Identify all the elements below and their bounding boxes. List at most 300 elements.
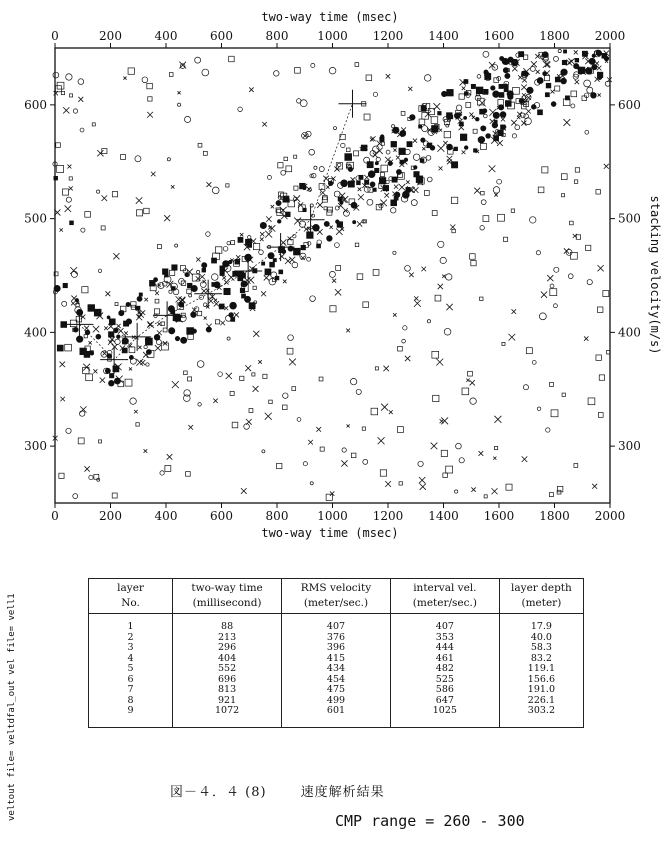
semblance-point	[603, 291, 609, 297]
semblance-point	[163, 341, 167, 345]
semblance-point	[332, 279, 336, 283]
semblance-point	[561, 174, 567, 180]
semblance-point	[443, 141, 447, 145]
semblance-point	[438, 284, 443, 289]
semblance-point	[346, 329, 350, 333]
semblance-point	[233, 271, 238, 276]
semblance-point	[373, 188, 376, 191]
semblance-point	[389, 410, 393, 414]
semblance-point	[335, 289, 341, 295]
semblance-point	[220, 321, 225, 326]
semblance-point	[224, 288, 230, 294]
semblance-point	[271, 205, 274, 208]
semblance-point	[568, 274, 573, 279]
x-tick-label-top: 1800	[539, 29, 570, 43]
semblance-point	[53, 72, 59, 78]
semblance-point	[319, 377, 323, 381]
x-tick-label-top: 0	[51, 29, 59, 43]
semblance-point	[437, 145, 444, 152]
semblance-point	[547, 275, 553, 281]
semblance-point	[575, 80, 579, 84]
semblance-point	[187, 289, 191, 293]
semblance-point	[303, 462, 307, 466]
semblance-point	[96, 334, 101, 339]
semblance-point	[543, 72, 547, 76]
table-header-row	[89, 579, 584, 614]
semblance-point	[433, 395, 439, 401]
semblance-point	[154, 309, 159, 314]
semblance-point	[550, 289, 557, 296]
semblance-point	[541, 292, 547, 298]
y-tick-label-left: 300	[24, 439, 47, 454]
semblance-point	[157, 322, 161, 326]
semblance-point	[411, 200, 417, 206]
semblance-point	[323, 176, 329, 182]
y-tick-label-right: 300	[618, 439, 641, 454]
semblance-point	[584, 336, 588, 340]
semblance-point	[253, 386, 259, 392]
semblance-point	[212, 258, 217, 263]
semblance-point	[393, 149, 396, 152]
x-tick-label-top: 800	[265, 29, 289, 43]
semblance-point	[232, 422, 238, 428]
semblance-point	[375, 367, 378, 370]
semblance-point	[99, 440, 102, 443]
semblance-point	[398, 346, 403, 351]
semblance-point	[167, 158, 170, 161]
semblance-point	[549, 493, 553, 497]
semblance-point	[198, 143, 202, 147]
semblance-point	[202, 69, 209, 76]
semblance-point	[86, 374, 93, 381]
semblance-point	[261, 291, 266, 296]
semblance-point	[307, 242, 311, 246]
semblance-point	[163, 328, 167, 332]
semblance-point	[355, 63, 359, 67]
semblance-point	[494, 120, 497, 123]
semblance-point	[303, 208, 306, 211]
semblance-point	[370, 151, 376, 157]
semblance-point	[380, 135, 384, 139]
semblance-point	[515, 125, 520, 130]
semblance-point	[526, 348, 532, 354]
semblance-point	[373, 92, 377, 96]
semblance-point	[432, 351, 439, 358]
semblance-point	[366, 75, 372, 81]
figure-title: 速度解析結果	[300, 785, 385, 800]
semblance-point	[169, 73, 173, 77]
semblance-point	[539, 313, 546, 320]
semblance-point	[438, 241, 444, 247]
semblance-point	[63, 283, 67, 287]
header-two-way-time: two-way time (millisecond)	[173, 579, 282, 614]
semblance-point	[289, 359, 296, 366]
semblance-point	[431, 443, 438, 450]
semblance-point	[140, 360, 145, 365]
semblance-point	[454, 147, 458, 151]
semblance-point	[376, 148, 383, 155]
semblance-point	[337, 163, 341, 167]
semblance-point	[241, 488, 247, 494]
semblance-point	[148, 97, 152, 101]
semblance-point	[319, 166, 324, 171]
semblance-point	[464, 146, 468, 150]
semblance-point	[494, 446, 497, 449]
semblance-point	[301, 245, 306, 250]
semblance-point	[294, 248, 301, 255]
x-axis-top-label: two-way time (msec)	[261, 10, 399, 24]
semblance-point	[469, 112, 473, 116]
semblance-point	[259, 250, 264, 255]
semblance-point	[406, 180, 409, 183]
semblance-point	[427, 177, 432, 182]
semblance-point	[531, 105, 536, 110]
semblance-point	[393, 313, 397, 317]
semblance-point	[214, 299, 217, 302]
cell-interval-vel: 407	[390, 614, 499, 633]
semblance-point	[115, 339, 120, 344]
semblance-point	[538, 110, 543, 115]
x-tick-label-bottom: 1200	[372, 509, 404, 523]
semblance-point	[167, 454, 173, 460]
cell-layer-depth: 226.1	[499, 696, 583, 707]
picked-velocity-cross	[338, 90, 366, 118]
semblance-point	[550, 284, 554, 288]
semblance-point	[391, 141, 397, 147]
semblance-point	[414, 300, 421, 307]
semblance-point	[196, 257, 200, 261]
semblance-point	[447, 156, 453, 162]
semblance-point	[185, 273, 189, 277]
semblance-point	[320, 447, 324, 451]
semblance-point	[350, 378, 356, 384]
semblance-point	[468, 371, 473, 376]
semblance-point	[403, 326, 407, 330]
header-layer-depth: layer depth (meter)	[499, 579, 583, 614]
semblance-point	[503, 237, 507, 241]
semblance-point	[451, 197, 457, 203]
semblance-point	[494, 193, 497, 196]
semblance-point	[336, 228, 342, 234]
semblance-point	[375, 162, 378, 165]
semblance-point	[493, 457, 496, 460]
semblance-point	[208, 298, 213, 303]
semblance-point	[183, 395, 190, 402]
semblance-point	[446, 113, 452, 119]
semblance-point	[408, 87, 412, 91]
semblance-point	[92, 123, 95, 126]
semblance-point	[80, 348, 87, 355]
cell-two-way-time: 813	[173, 685, 282, 696]
cell-two-way-time: 1072	[173, 706, 282, 727]
semblance-point	[115, 303, 118, 306]
semblance-point	[356, 389, 361, 394]
semblance-point	[241, 281, 247, 287]
semblance-point	[364, 114, 370, 120]
semblance-point	[447, 89, 454, 96]
semblance-point	[295, 68, 301, 74]
semblance-point	[511, 209, 514, 212]
semblance-point	[316, 427, 321, 432]
x-tick-label-bottom: 600	[210, 509, 233, 523]
semblance-point	[357, 274, 363, 280]
semblance-point	[269, 400, 273, 404]
semblance-point	[367, 199, 373, 205]
semblance-point	[462, 150, 466, 154]
semblance-point	[543, 61, 550, 68]
semblance-point	[542, 52, 548, 58]
semblance-point	[219, 304, 224, 309]
cell-rms-velocity: 434	[282, 664, 391, 675]
semblance-point	[226, 373, 232, 379]
y-tick-label-right: 400	[618, 325, 641, 340]
semblance-point	[172, 265, 177, 270]
semblance-point	[109, 373, 113, 377]
semblance-point	[370, 182, 375, 187]
semblance-point	[142, 77, 148, 83]
semblance-point	[558, 49, 561, 52]
semblance-point	[553, 56, 558, 61]
semblance-point	[161, 322, 164, 325]
semblance-point	[483, 216, 489, 222]
semblance-point	[471, 260, 476, 265]
semblance-point	[324, 207, 327, 210]
semblance-point	[598, 413, 603, 418]
semblance-point	[112, 192, 117, 197]
semblance-point	[116, 324, 120, 328]
semblance-point	[188, 377, 192, 381]
semblance-point	[294, 218, 301, 225]
semblance-point	[206, 182, 211, 187]
semblance-point	[181, 337, 187, 343]
semblance-point	[341, 143, 345, 147]
semblance-point	[562, 60, 566, 64]
semblance-point	[462, 86, 466, 90]
semblance-point	[130, 398, 136, 404]
semblance-point	[317, 244, 321, 248]
semblance-point	[175, 336, 179, 340]
semblance-point	[71, 271, 77, 277]
cell-layer-depth: 58.3	[499, 643, 583, 654]
semblance-point	[62, 189, 68, 195]
semblance-point	[414, 172, 419, 177]
semblance-point	[230, 302, 237, 309]
cell-layer-depth: 303.2	[499, 706, 583, 727]
semblance-point	[136, 314, 142, 320]
semblance-point	[450, 225, 455, 230]
semblance-point	[524, 114, 529, 119]
semblance-point	[112, 344, 118, 350]
semblance-point	[518, 75, 522, 79]
semblance-point	[164, 273, 168, 277]
semblance-point	[473, 129, 477, 133]
x-axis-bottom-label: two-way time (msec)	[261, 526, 399, 540]
semblance-point	[265, 269, 271, 275]
semblance-point	[357, 181, 361, 185]
cell-interval-vel: 1025	[390, 706, 499, 727]
semblance-point	[300, 100, 307, 107]
semblance-point	[114, 378, 120, 384]
semblance-point	[206, 305, 209, 308]
cell-layer-depth: 119.1	[499, 664, 583, 675]
semblance-point	[108, 380, 114, 386]
semblance-point	[575, 58, 579, 62]
cell-layer-no: 7	[89, 685, 173, 696]
x-tick-label-top: 600	[210, 29, 233, 43]
semblance-point	[414, 296, 418, 300]
semblance-point	[452, 229, 455, 232]
semblance-point	[592, 64, 597, 69]
semblance-point	[279, 254, 284, 259]
semblance-point	[157, 330, 162, 335]
semblance-point	[393, 251, 396, 254]
figure-number: 図－４．４ (8)	[170, 785, 267, 800]
semblance-point	[486, 134, 491, 139]
semblance-point	[231, 241, 235, 245]
semblance-point	[422, 147, 425, 150]
semblance-point	[385, 481, 391, 487]
cell-two-way-time: 552	[173, 664, 282, 675]
semblance-point	[201, 288, 206, 293]
semblance-point	[192, 274, 199, 281]
semblance-point	[136, 306, 140, 310]
semblance-point	[536, 70, 540, 74]
semblance-point	[386, 74, 390, 78]
x-tick-label-bottom: 1600	[483, 509, 515, 523]
semblance-point	[380, 172, 384, 176]
semblance-point	[438, 111, 442, 115]
semblance-point	[494, 416, 501, 423]
semblance-point	[317, 229, 323, 235]
picked-velocity-cross	[297, 206, 325, 234]
semblance-point	[502, 58, 508, 64]
semblance-point	[519, 52, 524, 57]
semblance-point	[413, 187, 419, 193]
semblance-point	[470, 398, 476, 404]
semblance-point	[551, 102, 556, 107]
semblance-point	[470, 380, 475, 385]
semblance-point	[505, 73, 510, 78]
semblance-point	[265, 413, 272, 420]
semblance-point	[522, 78, 527, 83]
semblance-point	[598, 93, 601, 96]
semblance-point	[405, 356, 410, 361]
semblance-point	[494, 136, 499, 141]
semblance-point	[78, 438, 84, 444]
semblance-point	[493, 187, 500, 194]
semblance-point	[117, 335, 121, 339]
semblance-point	[354, 151, 359, 156]
semblance-point	[562, 194, 565, 197]
semblance-point	[240, 233, 243, 236]
semblance-point	[471, 487, 475, 491]
semblance-point	[381, 404, 388, 411]
semblance-point	[309, 149, 315, 155]
semblance-point	[155, 291, 159, 295]
semblance-point	[80, 128, 84, 132]
semblance-point	[381, 142, 384, 145]
semblance-point	[186, 472, 191, 477]
semblance-point	[227, 241, 230, 244]
cell-layer-depth: 17.9	[499, 614, 583, 633]
semblance-point	[197, 270, 200, 273]
semblance-point	[481, 126, 486, 131]
semblance-point	[385, 157, 391, 163]
semblance-point	[113, 253, 119, 259]
semblance-point	[105, 291, 110, 296]
semblance-point	[419, 477, 425, 483]
semblance-point	[329, 67, 336, 74]
semblance-point	[245, 365, 251, 371]
semblance-point	[443, 473, 447, 477]
semblance-point	[238, 271, 245, 278]
semblance-point	[260, 237, 264, 241]
semblance-point	[88, 305, 95, 312]
semblance-point	[588, 398, 595, 405]
semblance-point	[147, 321, 154, 328]
semblance-point	[98, 269, 101, 272]
semblance-point	[587, 279, 592, 284]
semblance-point	[93, 326, 99, 332]
semblance-point	[351, 453, 356, 458]
semblance-point	[128, 68, 134, 74]
cell-two-way-time: 88	[173, 614, 282, 633]
semblance-point	[323, 195, 327, 199]
semblance-point	[336, 265, 341, 270]
semblance-point	[589, 58, 595, 64]
semblance-point	[118, 328, 124, 334]
x-tick-label-top: 1400	[428, 29, 459, 43]
semblance-point	[122, 338, 128, 344]
semblance-point	[100, 378, 105, 383]
semblance-point	[368, 171, 375, 178]
semblance-point	[187, 283, 192, 288]
semblance-point	[391, 125, 394, 128]
y-tick-label-left: 400	[24, 325, 47, 340]
semblance-point	[144, 345, 147, 348]
semblance-point	[113, 328, 118, 333]
semblance-point	[506, 484, 512, 490]
semblance-point	[499, 93, 504, 98]
semblance-point	[470, 254, 476, 260]
semblance-point	[365, 180, 369, 184]
semblance-point	[284, 157, 288, 161]
semblance-point	[57, 345, 63, 351]
semblance-point	[294, 155, 297, 158]
semblance-point	[499, 84, 503, 88]
cell-layer-no: 8	[89, 696, 173, 707]
semblance-point	[262, 122, 266, 126]
semblance-point	[485, 73, 491, 79]
semblance-point	[371, 408, 378, 415]
semblance-point	[177, 103, 180, 106]
semblance-point	[60, 228, 63, 231]
semblance-point	[75, 298, 78, 301]
semblance-point	[405, 265, 411, 271]
semblance-point	[84, 326, 89, 331]
semblance-point	[138, 346, 141, 349]
semblance-point	[480, 226, 484, 230]
semblance-point	[146, 349, 151, 354]
semblance-point	[456, 105, 461, 110]
semblance-point	[82, 287, 88, 293]
semblance-point	[597, 307, 602, 312]
x-tick-label-bottom: 1000	[317, 509, 348, 523]
semblance-point	[107, 316, 110, 319]
semblance-point	[574, 464, 578, 468]
semblance-point	[474, 149, 478, 153]
semblance-point	[151, 172, 155, 176]
